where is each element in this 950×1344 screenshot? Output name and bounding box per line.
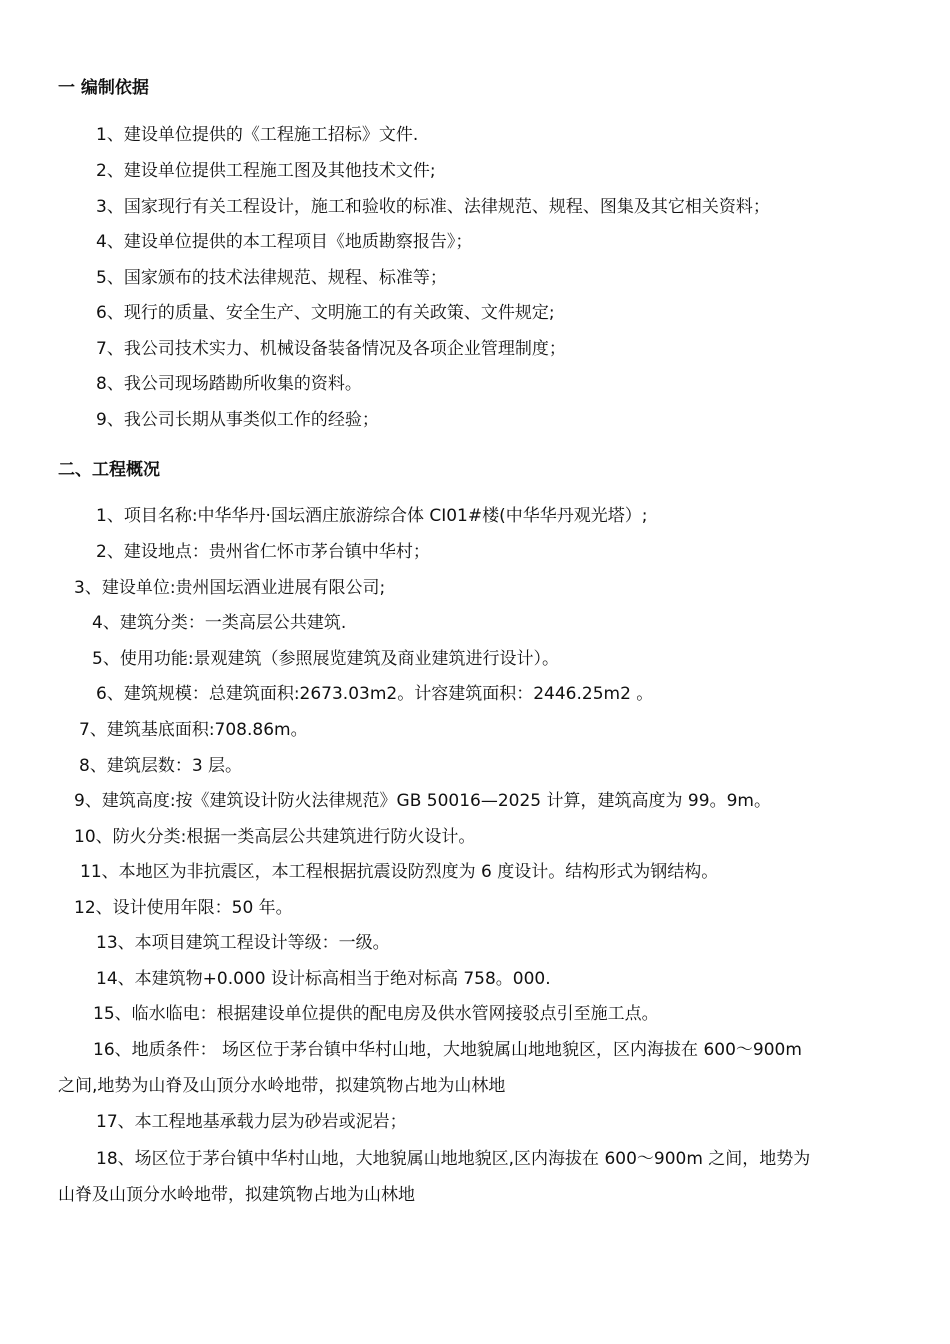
list-item: 9、我公司长期从事类似工作的经验；	[96, 410, 379, 430]
list-item: 12、设计使用年限：50 年。	[74, 898, 293, 918]
list-item: 7、我公司技术实力、机械设备装备情况及各项企业管理制度；	[96, 339, 566, 359]
list-item: 6、现行的质量、安全生产、文明施工的有关政策、文件规定;	[96, 303, 555, 323]
list-item: 1、建设单位提供的《工程施工招标》文件.	[96, 125, 419, 145]
list-item: 13、本项目建筑工程设计等级：一级。	[96, 933, 390, 953]
section-heading: 二、工程概况	[58, 460, 160, 480]
list-item: 17、本工程地基承载力层为砂岩或泥岩；	[96, 1112, 407, 1132]
list-item: 18、场区位于茅台镇中华村山地，大地貌属山地地貌区,区内海拔在 600～900m 之间，地势为	[96, 1149, 811, 1169]
list-item: 14、本建筑物+0.000 设计标高相当于绝对标高 758。000.	[96, 969, 551, 989]
list-item-continuation: 之间,地势为山脊及山顶分水岭地带，拟建筑物占地为山林地	[58, 1076, 506, 1096]
list-item: 2、建设单位提供工程施工图及其他技术文件;	[96, 161, 436, 181]
list-item-continuation: 山脊及山顶分水岭地带，拟建筑物占地为山林地	[58, 1185, 415, 1205]
list-item: 6、建筑规模：总建筑面积:2673.03m2。计容建筑面积：2446.25m2 。	[96, 684, 654, 704]
list-item: 5、使用功能:景观建筑（参照展览建筑及商业建筑进行设计）。	[92, 649, 560, 669]
list-item: 11、本地区为非抗震区，本工程根据抗震设防烈度为 6 度设计。结构形式为钢结构。	[80, 862, 719, 882]
list-item: 9、建筑高度:按《建筑设计防火法律规范》GB 50016—2025 计算，建筑高度为 99。9m。	[74, 791, 771, 811]
list-item: 10、防火分类:根据一类高层公共建筑进行防火设计。	[74, 827, 476, 847]
list-item: 16、地质条件： 场区位于茅台镇中华村山地，大地貌属山地地貌区，区内海拔在 600～900m	[93, 1040, 802, 1060]
list-item: 4、建设单位提供的本工程项目《地质勘察报告》；	[96, 232, 473, 252]
list-item: 15、临水临电：根据建设单位提供的配电房及供水管网接驳点引至施工点。	[93, 1004, 659, 1024]
list-item: 5、国家颁布的技术法律规范、规程、标准等；	[96, 268, 447, 288]
list-item: 8、我公司现场踏勘所收集的资料。	[96, 374, 362, 394]
list-item: 3、建设单位:贵州国坛酒业进展有限公司;	[74, 578, 386, 598]
list-item: 4、建筑分类：一类高层公共建筑.	[92, 613, 347, 633]
list-item: 1、项目名称:中华华丹·国坛酒庄旅游综合体 CI01#楼(中华华丹观光塔）;	[96, 506, 648, 526]
section-heading: 一 编制依据	[58, 78, 149, 98]
list-item: 8、建筑层数：3 层。	[79, 756, 243, 776]
list-item: 7、建筑基底面积:708.86m。	[79, 720, 308, 740]
list-item: 3、国家现行有关工程设计，施工和验收的标准、法律规范、规程、图集及其它相关资料；	[96, 197, 770, 217]
list-item: 2、建设地点：贵州省仁怀市茅台镇中华村；	[96, 542, 430, 562]
